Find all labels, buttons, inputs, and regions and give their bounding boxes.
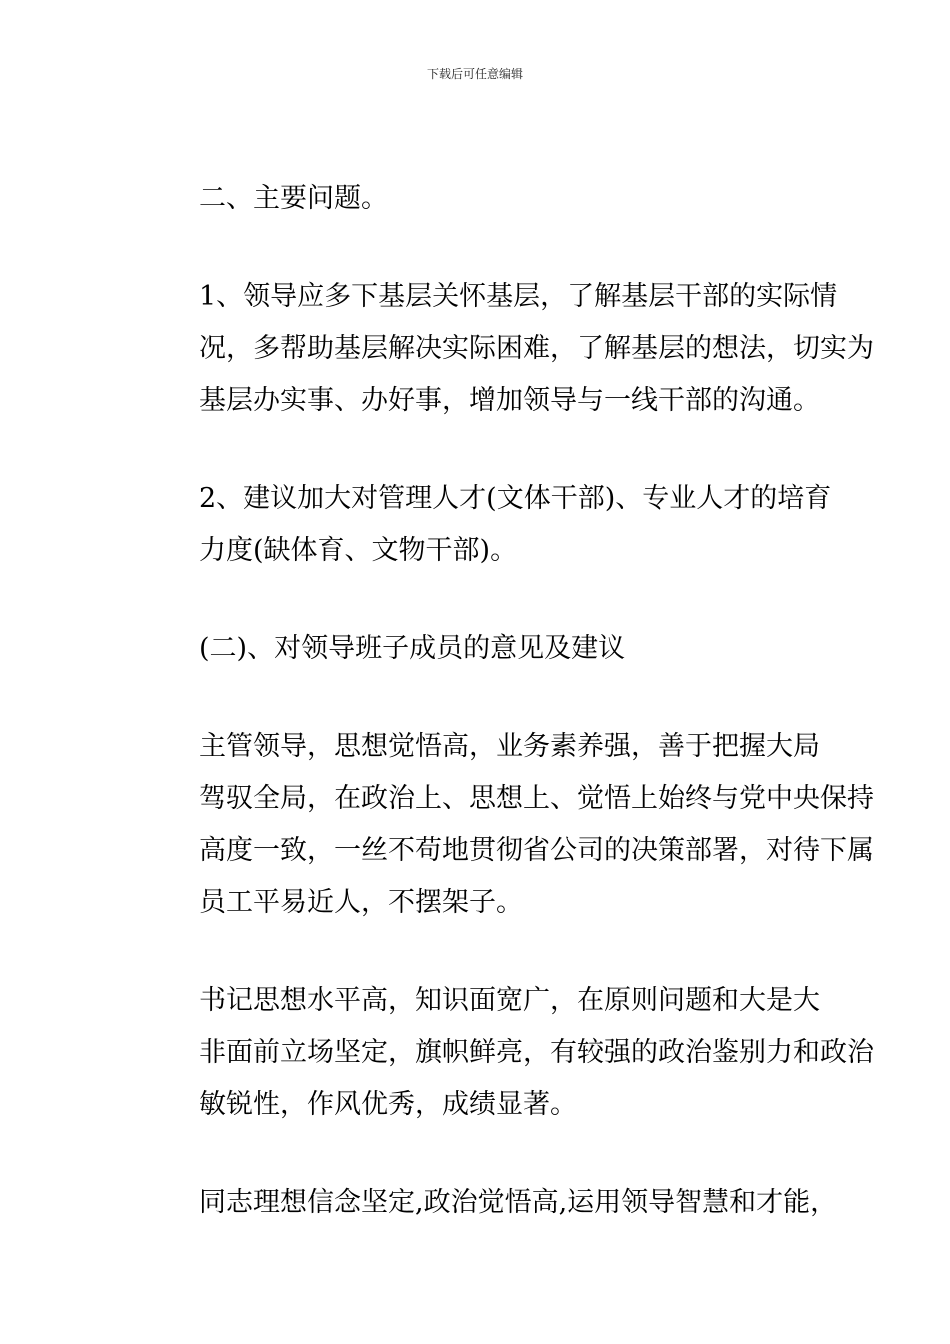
section-heading: [145, 173, 817, 225]
heading-text: 二、主要问题。: [199, 183, 388, 214]
document-body: [145, 173, 874, 1229]
paragraph-line: 2、建议加大对管理人才(文体干部)、专业人才的培育: [199, 483, 832, 514]
paragraph-line: 员工平易近人，不摆架子。: [199, 887, 523, 918]
paragraph-gap: [145, 1131, 817, 1177]
paragraph-line: 驾驭全局，在政治上、思想上、觉悟上始终与党中央保持: [199, 783, 874, 814]
paragraph-2: [145, 473, 832, 577]
paragraph-gap: [145, 225, 817, 271]
paragraph-line: 非面前立场坚定，旗帜鲜亮，有较强的政治鉴别力和政治: [199, 1037, 874, 1068]
page-header-note: 下载后可任意编辑: [426, 67, 523, 81]
section-subheading: [145, 623, 817, 675]
paragraph-line: 基层办实事、办好事，增加领导与一线干部的沟通。: [199, 385, 820, 416]
paragraph-gap: [145, 427, 817, 473]
paragraph-gap: [145, 577, 817, 623]
paragraph-line: 敏锐性，作风优秀，成绩显著。: [199, 1089, 577, 1120]
paragraph-line: 况，多帮助基层解决实际困难，了解基层的想法，切实为: [199, 333, 874, 364]
paragraph-gap: [145, 675, 817, 721]
subheading-text: (二)、对领导班子成员的意见及建议: [199, 633, 626, 664]
paragraph-3: [145, 721, 874, 929]
paragraph-line: 主管领导，思想觉悟高，业务素养强，善于把握大局: [199, 731, 820, 762]
paragraph-1: [145, 271, 874, 427]
paragraph-4: [145, 975, 874, 1131]
paragraph-line: 同志理想信念坚定,政治觉悟高,运用领导智慧和才能，: [199, 1187, 838, 1218]
paragraph-line: 1、领导应多下基层关怀基层，了解基层干部的实际情: [199, 281, 838, 312]
paragraph-gap: [145, 929, 817, 975]
paragraph-line: 高度一致，一丝不苟地贯彻省公司的决策部署，对待下属: [199, 835, 874, 866]
paragraph-line: 书记思想水平高，知识面宽广，在原则问题和大是大: [199, 985, 820, 1016]
paragraph-5: [145, 1177, 838, 1229]
paragraph-line: 力度(缺体育、文物干部)。: [199, 535, 518, 566]
